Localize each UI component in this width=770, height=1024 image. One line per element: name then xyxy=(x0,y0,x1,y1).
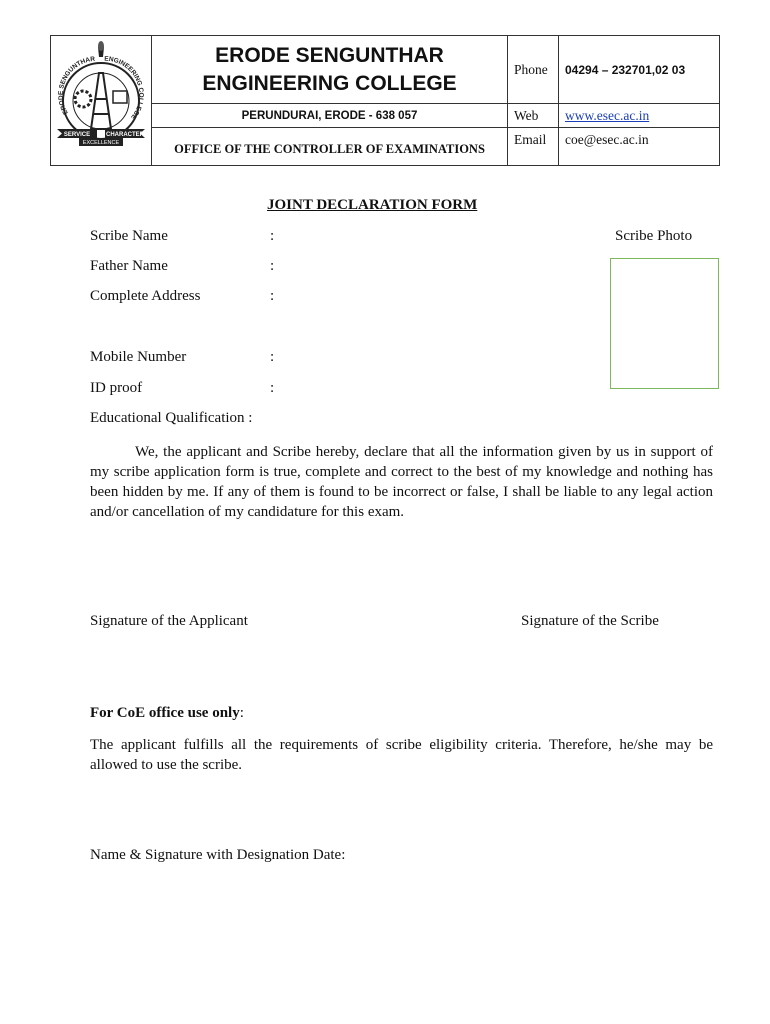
web-label: Web xyxy=(508,104,559,128)
field-colon: : xyxy=(270,228,275,244)
field-colon: : xyxy=(270,349,275,365)
college-name-cell xyxy=(152,36,508,104)
email-value: coe@esec.ac.in xyxy=(559,128,720,166)
field-label-address: Complete Address xyxy=(90,288,201,304)
office-use-text: The applicant fulfills all the requirements of scribe eligibility criteria. Therefore, he/she may be allowed to use the scribe. xyxy=(90,737,713,773)
office-use-heading-text: For CoE office use only xyxy=(90,705,240,721)
phone-label: Phone xyxy=(508,36,559,104)
svg-text:ENGINEERING COLLEGE: ENGINEERING COLLEGE xyxy=(104,55,145,121)
svg-text:SERVICE: SERVICE xyxy=(63,131,91,138)
svg-text:EXCELLENCE: EXCELLENCE xyxy=(82,139,120,146)
field-colon: : xyxy=(270,258,275,274)
college-address: PERUNDURAI, ERODE - 638 057 xyxy=(152,104,508,128)
svg-text:CHARACTER: CHARACTER xyxy=(106,131,144,138)
website-link[interactable]: www.esec.ac.in xyxy=(565,107,650,123)
office-use-heading-colon: : xyxy=(239,705,244,721)
scribe-photo-label: Scribe Photo xyxy=(615,228,693,244)
web-value-cell xyxy=(559,104,720,128)
field-colon: : xyxy=(270,380,275,396)
scribe-photo-box xyxy=(610,258,719,389)
declaration-paragraph: We, the applicant and Scribe hereby, declare that all the information given by us in support of my scribe application form is true, complete and correct to the best of my knowledge and nothing has been hidden by me. If any of them is found to be incorrect or false, I shall be liable to any legal action and/or cancellation of my candidature for this exam. xyxy=(90,444,713,520)
designation-signature-label: Name & Signature with Designation Date: xyxy=(90,847,346,863)
college-name-line1: ERODE SENGUNTHAR xyxy=(215,43,444,67)
office-name: OFFICE OF THE CONTROLLER OF EXAMINATIONS xyxy=(152,128,508,166)
email-label: Email xyxy=(508,128,559,166)
college-logo-cell xyxy=(51,36,152,166)
field-label-qualification: Educational Qualification : xyxy=(90,410,253,426)
letterhead-table xyxy=(50,35,720,166)
applicant-signature-label: Signature of the Applicant xyxy=(90,613,248,629)
field-colon: : xyxy=(270,288,275,304)
office-use-heading xyxy=(90,705,244,722)
college-name-line2: ENGINEERING COLLEGE xyxy=(202,71,457,95)
college-logo-icon xyxy=(53,39,149,159)
svg-text:ERODE SENGUNTHAR: ERODE SENGUNTHAR xyxy=(57,55,96,116)
form-title: JOINT DECLARATION FORM xyxy=(267,197,478,213)
field-label-id-proof: ID proof xyxy=(90,380,143,396)
field-label-father-name: Father Name xyxy=(90,258,168,274)
field-label-scribe-name: Scribe Name xyxy=(90,228,168,244)
phone-value: 04294 – 232701,02 03 xyxy=(559,36,720,104)
scribe-signature-label: Signature of the Scribe xyxy=(521,613,659,629)
field-label-mobile: Mobile Number xyxy=(90,349,187,365)
